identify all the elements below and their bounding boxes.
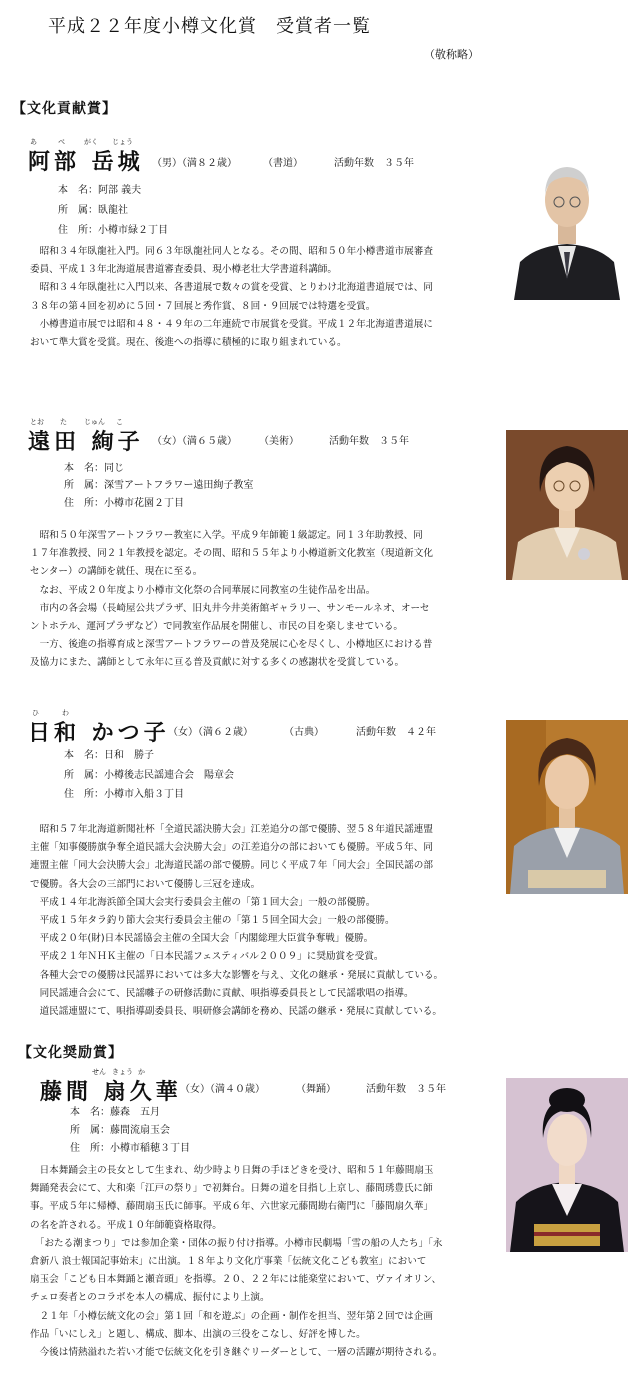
- awardee-name: 阿部 岳城: [28, 149, 144, 175]
- detail-address: 住 所：小樽市花園２丁目: [64, 498, 184, 509]
- activity-years: 活動年数 ３５年: [334, 158, 414, 169]
- ruby-text: あ: [30, 138, 37, 146]
- detail-affiliation: 所 属：藤間流扇玉会: [70, 1125, 170, 1136]
- ruby-text: きょう: [112, 1068, 133, 1076]
- portrait-photo: [506, 430, 628, 580]
- field: （古典）: [284, 727, 324, 738]
- category-cultural-contribution: 【文化貢献賞】: [12, 101, 117, 117]
- awardee-bio: 日本舞踊会主の長女として生まれ、幼少時より日舞の手ほどきを受け、昭和５１年藤間扇玉 舞踊発表会にて、大和楽「江戸の祭り」で初舞台。日舞の道を目指し上京し、藤間琇豊氏に師 事。平成５年に帰樽、藤間扇玉氏に師事。平成６年、六世家元藤間勘右衛門に「藤間扇久華」 の名を許される。平成１０年師範資格取得。 「おたる潮まつり」では参加企業・団体の振り付け指導。小樽市民劇場「雪の船の人たち」「永 倉新八 浪士報国記事始末」に出演。１８年より文化庁事業「伝統文化こども教室」において 扇玉会「こども日本舞踊と瀬音頭」を指導。２０、２２年には能楽堂において、ヴァイオリン、 チェロ奏者とのコラボを本人の構成、振付により上演。 ２１年「小樽伝統文化の会」第１回「和を遊ぶ」の企画・制作を担当、翌年第２回では企画 作品「いにしえ」と題し、構成、脚本、出演の三役をこなし、好評を博した。 今後は情熱溢れた若い才能で伝統文化を引き継ぐリーダーとして、一層の活躍が期待される。: [30, 1165, 443, 1359]
- detail-address: 住 所：小樽市緑２丁目: [58, 225, 168, 236]
- gender-age: （男）（満８２歳）: [152, 158, 237, 169]
- awardee-name: 藤間 扇久華: [40, 1079, 182, 1105]
- page-title: 平成２２年度小樽文化賞 受賞者一覧: [48, 16, 371, 37]
- gender-age: （女）（満４０歳）: [180, 1084, 265, 1095]
- detail-affiliation: 所 属：深雪アートフラワー遠田絢子教室: [64, 480, 254, 491]
- ruby-text: じゅん: [84, 418, 105, 426]
- ruby-text: こ: [116, 418, 123, 426]
- gender-age: （女）（満６２歳）: [168, 727, 253, 738]
- awardee-bio: 昭和５７年北海道新聞社杯「全道民謡決勝大会」江差追分の部で優勝、翌５８年道民謡連盟 主催「知事優勝旗争奪全道民謡大会決勝大会」の江差追分の部においても優勝。平成５年、同 連盟主催「同大会決勝大会」北海道民謡の部で優勝。同じく平成７年「同大会」全国民謡の部 で優勝。各大会の三部門において優勝し三冠を達成。 平成１４年北海浜節全国大会実行委員会主催の「第１回大会」一般の部優勝。 平成１５年タラ釣り節大会実行委員会主催の「第１５回全国大会」一般の部優勝。 平成２０年(財)日本民謡協会主催の全国大会「内閣総理大臣賞争奪戦」優勝。 平成２１年ＮＨＫ主催の「日本民謡フェスティバル２００９」に奨励賞を受賞。 各種大会での優勝は民謡界においては多大な影響を与え、文化の継承・発展に貢献している。 同民謡連合会にて、民謡囃子の研修活動に貢献、唄指導委員長として民謡歌唱の指導。 道民謡連盟にて、唄指導副委員長、唄研修会講師を務め、民謡の継承・発展に貢献している。: [30, 824, 444, 1018]
- field: （舞踊）: [296, 1084, 336, 1095]
- category-cultural-encouragement: 【文化奨励賞】: [18, 1045, 123, 1061]
- detail-affiliation: 所 属：小樽後志民謡連合会 陽章会: [64, 770, 234, 781]
- ruby-text: がく: [84, 138, 98, 146]
- ruby-text: べ: [58, 138, 65, 146]
- detail-real-name: 本 名：同じ: [64, 463, 124, 474]
- detail-address: 住 所：小樽市稲穂３丁目: [70, 1143, 190, 1154]
- detail-real-name: 本 名：藤森 五月: [70, 1107, 160, 1118]
- detail-real-name: 本 名：阿部 義夫: [58, 185, 142, 196]
- gender-age: （女）（満６５歳）: [152, 436, 237, 447]
- ruby-text: せん: [92, 1068, 106, 1076]
- detail-affiliation: 所 属：臥龍社: [58, 205, 128, 216]
- field: （書道）: [263, 158, 303, 169]
- awardee-name: 日和 かつ子: [28, 720, 170, 746]
- activity-years: 活動年数 ３５年: [329, 436, 409, 447]
- ruby-text: か: [138, 1068, 145, 1076]
- portrait-photo: [506, 1078, 628, 1252]
- honorific-note: （敬称略）: [424, 48, 479, 61]
- detail-address: 住 所：小樽市入船３丁目: [64, 789, 184, 800]
- awardee-name: 遠田 絢子: [28, 429, 144, 455]
- awardee-bio: 昭和５０年深雪アートフラワー教室に入学。平成９年師範１級認定。同１３年助教授、同 １７年准教授、同２１年教授を認定。その間、昭和５５年より小樽道新文化教室（現道新文化 センター）の講師を就任、現在に至る。 なお、平成２０年度より小樽市文化祭の合同華展に同教室の生徒作品を出品。 市内の各会場（長崎屋公共プラザ、旧丸井今井美術館ギャラリー、サンモールネオ、オーセ ントホテル、運河プラザなど）で同教室作品展を開催し、市民の目を楽しませている。 一方、後進の指導育成と深雪アートフラワーの普及発展に心を尽くし、小樽地区における普 及協力にまた、講師として永年に亘る普及貢献に対する多くの感謝状を受賞している。: [30, 530, 433, 669]
- awardee-bio: 昭和３４年臥龍社入門。同６３年臥龍社同人となる。その間、昭和５０年小樽書道市展審査 委員、平成１３年北海道展書道審査委員、現小樽老壮大学書道科講師。 昭和３４年臥龍社に入門以来、各書道展で数々の賞を受賞、とりわけ北海道書道展では、同 ３８年の第４回を初めに５回・７回展と秀作賞、８回・９回展では特選を受賞。 小樽書道市展では昭和４８・４９年の二年連続で市展賞を受賞。平成１２年北海道書道展に おいて準大賞を受賞。現在、後進への指導に積極的に取り組まれている。: [30, 246, 433, 349]
- activity-years: 活動年数 ３５年: [366, 1084, 446, 1095]
- detail-real-name: 本 名：日和 勝子: [64, 750, 154, 761]
- ruby-text: ひ: [32, 709, 39, 717]
- ruby-text: た: [60, 418, 67, 426]
- ruby-text: じょう: [112, 138, 133, 146]
- portrait-photo: [506, 150, 628, 300]
- field: （美術）: [259, 436, 299, 447]
- ruby-text: とお: [30, 418, 44, 426]
- ruby-text: わ: [62, 709, 69, 717]
- activity-years: 活動年数 ４２年: [356, 727, 436, 738]
- portrait-photo: [506, 720, 628, 894]
